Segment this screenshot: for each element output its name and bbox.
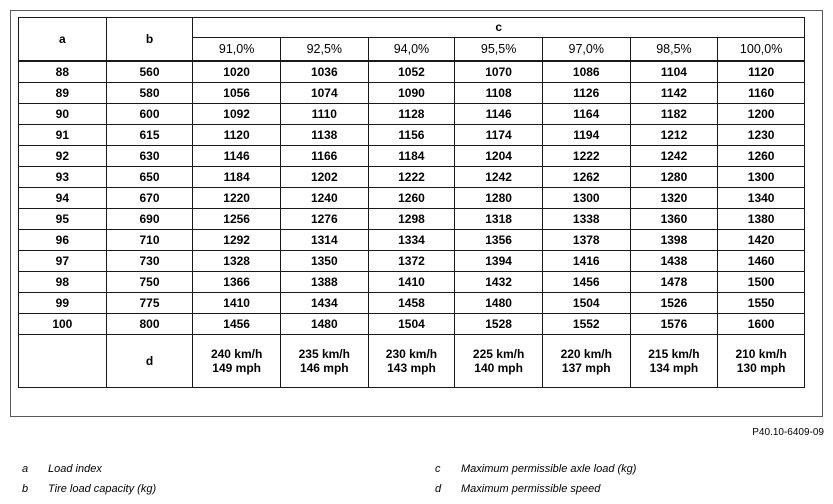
speed-cell [368,335,455,388]
axle-load-cell: 1090 [368,83,455,104]
legend-text: Maximum permissible speed [461,483,601,495]
table-row [19,125,805,146]
axle-load-cell: 1320 [630,188,718,209]
axle-load-cell: 1142 [630,83,718,104]
speed-mph: 137 mph [561,361,611,375]
axle-load-cell: 1120 [718,61,805,83]
axle-load-cell: 1200 [718,104,805,125]
table-row [19,146,805,167]
load-speed-table [18,17,805,388]
axle-load-cell: 1460 [718,251,805,272]
header-c: c [193,18,805,38]
speed-kmh: 240 km/h [210,347,263,361]
tire-capacity-cell: 800 [106,314,193,335]
load-index-cell: 97 [19,251,107,272]
legend-item [435,483,600,495]
legend-key: d [435,483,442,495]
axle-load-cell: 1146 [455,104,543,125]
axle-load-cell: 1260 [368,188,455,209]
axle-load-cell: 1056 [193,83,281,104]
axle-load-cell: 1160 [718,83,805,104]
axle-load-cell: 1164 [542,104,630,125]
percent-header: 91,0% [193,38,281,61]
table-row [19,61,805,83]
figure-code: P40.10-6409-09 [752,427,824,438]
tire-capacity-cell: 615 [106,125,193,146]
percent-header: 92,5% [280,38,368,61]
table-row [19,314,805,335]
table-body [19,61,805,335]
axle-load-cell: 1360 [630,209,718,230]
load-index-cell: 93 [19,167,107,188]
speed-kmh: 210 km/h [735,347,787,361]
axle-load-cell: 1256 [193,209,281,230]
load-index-cell: 99 [19,293,107,314]
axle-load-cell: 1120 [193,125,281,146]
load-index-cell: 91 [19,125,107,146]
axle-load-cell: 1318 [455,209,543,230]
axle-load-cell: 1276 [280,209,368,230]
speed-kmh: 215 km/h [648,347,700,361]
percent-header: 97,0% [542,38,630,61]
axle-load-cell: 1410 [193,293,281,314]
axle-load-cell: 1052 [368,61,455,83]
percent-header: 98,5% [630,38,718,61]
table-row [19,293,805,314]
axle-load-cell: 1166 [280,146,368,167]
table-row [19,104,805,125]
axle-load-cell: 1600 [718,314,805,335]
axle-load-cell: 1458 [368,293,455,314]
header-b: b [106,18,193,62]
axle-load-cell: 1388 [280,272,368,293]
axle-load-cell: 1036 [280,61,368,83]
axle-load-cell: 1242 [630,146,718,167]
axle-load-cell: 1456 [542,272,630,293]
axle-load-cell: 1126 [542,83,630,104]
speed-mph: 134 mph [649,361,699,375]
load-index-cell: 92 [19,146,107,167]
load-index-cell: 96 [19,230,107,251]
tire-capacity-cell: 690 [106,209,193,230]
legend-item [22,463,102,475]
axle-load-cell: 1480 [455,293,543,314]
header-a: a [19,18,107,62]
axle-load-cell: 1372 [368,251,455,272]
axle-load-cell: 1394 [455,251,543,272]
axle-load-cell: 1280 [455,188,543,209]
speed-cell [542,335,630,388]
legend-item [22,483,156,495]
load-index-cell: 95 [19,209,107,230]
load-index-cell: 90 [19,104,107,125]
axle-load-cell: 1138 [280,125,368,146]
axle-load-cell: 1478 [630,272,718,293]
axle-load-cell: 1240 [280,188,368,209]
axle-load-cell: 1328 [193,251,281,272]
load-index-cell: 89 [19,83,107,104]
speed-mph: 130 mph [736,361,786,375]
axle-load-cell: 1184 [193,167,281,188]
axle-load-cell: 1070 [455,61,543,83]
axle-load-cell: 1366 [193,272,281,293]
axle-load-cell: 1504 [368,314,455,335]
axle-load-cell: 1298 [368,209,455,230]
axle-load-cell: 1504 [542,293,630,314]
axle-load-cell: 1356 [455,230,543,251]
axle-load-cell: 1416 [542,251,630,272]
percent-header: 95,5% [455,38,543,61]
axle-load-cell: 1104 [630,61,718,83]
axle-load-cell: 1212 [630,125,718,146]
load-index-cell: 94 [19,188,107,209]
axle-load-cell: 1576 [630,314,718,335]
tire-capacity-cell: 670 [106,188,193,209]
tire-capacity-cell: 750 [106,272,193,293]
tire-capacity-cell: 650 [106,167,193,188]
speed-row-a [19,335,107,388]
axle-load-cell: 1202 [280,167,368,188]
axle-load-cell: 1500 [718,272,805,293]
axle-load-cell: 1456 [193,314,281,335]
tire-capacity-cell: 775 [106,293,193,314]
axle-load-cell: 1262 [542,167,630,188]
axle-load-cell: 1020 [193,61,281,83]
axle-load-cell: 1378 [542,230,630,251]
speed-cell [718,335,805,388]
axle-load-cell: 1480 [280,314,368,335]
speed-mph: 140 mph [474,361,523,375]
axle-load-cell: 1340 [718,188,805,209]
axle-load-cell: 1380 [718,209,805,230]
speed-cell [455,335,543,388]
speed-kmh: 220 km/h [560,347,612,361]
table-row [19,83,805,104]
speed-mph: 146 mph [299,361,349,375]
axle-load-cell: 1230 [718,125,805,146]
axle-load-cell: 1398 [630,230,718,251]
axle-load-cell: 1222 [542,146,630,167]
percent-header: 94,0% [368,38,455,61]
axle-load-cell: 1420 [718,230,805,251]
axle-load-cell: 1550 [718,293,805,314]
axle-load-cell: 1174 [455,125,543,146]
axle-load-cell: 1220 [193,188,281,209]
axle-load-cell: 1314 [280,230,368,251]
tire-capacity-cell: 630 [106,146,193,167]
tire-capacity-cell: 560 [106,61,193,83]
table-row [19,251,805,272]
axle-load-cell: 1438 [630,251,718,272]
speed-row [19,335,805,388]
axle-load-cell: 1292 [193,230,281,251]
speed-row-d: d [106,335,193,388]
table-row [19,188,805,209]
axle-load-cell: 1338 [542,209,630,230]
percent-header: 100,0% [718,38,805,61]
axle-load-cell: 1350 [280,251,368,272]
load-index-cell: 100 [19,314,107,335]
table-row [19,209,805,230]
legend-text: Tire load capacity (kg) [48,483,157,495]
speed-mph: 143 mph [387,361,436,375]
legend-text: Load index [48,463,102,475]
axle-load-cell: 1300 [718,167,805,188]
axle-load-cell: 1182 [630,104,718,125]
speed-cell [630,335,718,388]
axle-load-cell: 1334 [368,230,455,251]
axle-load-cell: 1108 [455,83,543,104]
axle-load-cell: 1222 [368,167,455,188]
axle-load-cell: 1410 [368,272,455,293]
axle-load-cell: 1086 [542,61,630,83]
axle-load-cell: 1194 [542,125,630,146]
tire-capacity-cell: 580 [106,83,193,104]
legend-key: b [22,483,29,495]
axle-load-cell: 1128 [368,104,455,125]
legend-item [435,463,636,475]
axle-load-cell: 1074 [280,83,368,104]
axle-load-cell: 1260 [718,146,805,167]
axle-load-cell: 1552 [542,314,630,335]
axle-load-cell: 1204 [455,146,543,167]
speed-cell [193,335,281,388]
axle-load-cell: 1300 [542,188,630,209]
load-index-cell: 98 [19,272,107,293]
axle-load-cell: 1146 [193,146,281,167]
axle-load-cell: 1110 [280,104,368,125]
tire-capacity-cell: 710 [106,230,193,251]
axle-load-cell: 1280 [630,167,718,188]
table-row [19,230,805,251]
axle-load-cell: 1156 [368,125,455,146]
speed-kmh: 235 km/h [298,347,350,361]
legend-key: a [22,463,29,475]
speed-mph: 149 mph [212,361,261,375]
tire-capacity-cell: 730 [106,251,193,272]
axle-load-cell: 1434 [280,293,368,314]
speed-kmh: 225 km/h [472,347,525,361]
table-row [19,167,805,188]
axle-load-cell: 1432 [455,272,543,293]
axle-load-cell: 1526 [630,293,718,314]
axle-load-cell: 1184 [368,146,455,167]
tire-capacity-cell: 600 [106,104,193,125]
legend-key: c [435,463,441,475]
speed-cell [280,335,368,388]
axle-load-cell: 1528 [455,314,543,335]
speed-kmh: 230 km/h [385,347,438,361]
axle-load-cell: 1092 [193,104,281,125]
load-index-cell: 88 [19,61,107,83]
table-row [19,272,805,293]
legend-text: Maximum permissible axle load (kg) [461,463,637,475]
axle-load-cell: 1242 [455,167,543,188]
